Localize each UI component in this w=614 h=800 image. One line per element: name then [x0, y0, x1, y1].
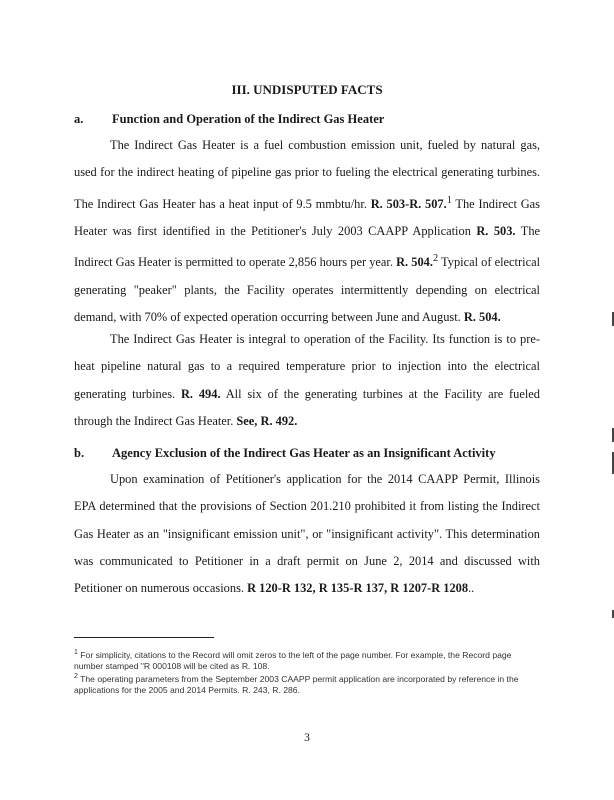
footnote-ref-2: 2: [432, 253, 439, 265]
record-citation: R. 503-R. 507.: [370, 196, 447, 211]
footnote-1-number: 1: [74, 649, 78, 656]
subsection-b-title: Agency Exclusion of the Indirect Gas Heater as an Insignificant Activity: [112, 446, 496, 460]
paragraph-exclusion: [74, 466, 540, 602]
para1-text-1: The Indirect Gas Heater is a fuel combustion emission unit, fueled by natural gas, used for the indirect heating of pipeline gas prior to fueling the electrical generating turbines. The Indirect Gas Heater has a heat input of 9.5 mmbtu/hr.: [74, 138, 540, 211]
footnote-1-text: For simplicity, citations to the Record will omit zeros to the left of the page number. For example, the Record page number stamped "R 000108 will be cited as R. 108.: [74, 649, 512, 672]
footnote-1: [74, 647, 540, 673]
para3-text-2: ..: [468, 581, 475, 596]
subsection-a-letter: a.: [74, 112, 84, 126]
record-citation: R. 504.: [396, 255, 433, 270]
record-citation: R 120-R 132, R 135-R 137, R 1207-R 1208: [247, 581, 469, 596]
record-citation: R. 494.: [180, 386, 221, 401]
para1-text-3: The Indirect Gas Heater is permitted to operate 2,856 hours per year.: [74, 224, 541, 270]
record-citation: See, R. 492.: [236, 413, 298, 428]
footnote-2-text: The operating parameters from the September 2003 CAAPP permit application are incorporated by reference in the applications for the 2005 and 2014 Permits. R. 243, R. 286.: [74, 673, 519, 696]
subsection-b-letter: b.: [74, 446, 85, 460]
page-number: 3: [304, 732, 310, 744]
para2-text-1: The Indirect Gas Heater is integral to operation of the Facility. Its function is to pre-heat pipeline natural gas to a required temperature prior to injection into the electrical generating turbines.: [74, 332, 540, 401]
footnote-2-number: 2: [74, 673, 78, 680]
footnote-ref-1: 1: [446, 194, 452, 206]
section-heading: III. UNDISPUTED FACTS: [231, 82, 383, 97]
para2-text-2: All six of the generating turbines at the Facility are fueled through the Indirect Gas Heater.: [74, 386, 540, 428]
para1-text-4: Typical of electrical generating "peaker" plants, the Facility operates intermittently depending on electrical demand, with 70% of expected operation occurring between June and August.: [74, 255, 541, 325]
subsection-a-title: Function and Operation of the Indirect Gas Heater: [112, 112, 385, 126]
subsection-b-heading: [74, 446, 554, 461]
subsection-a-heading: [74, 112, 554, 127]
para3-text-1: Upon examination of Petitioner's application for the 2014 CAAPP Permit, Illinois EPA determined that the provisions of Section 201.210 prohibited it from listing the Indirect Gas Heater as an "insignificant emission unit", or "insignificant activity". This determination was communicated to Petitioner in a draft permit on June 2, 2014 and discussed with Petitioner on numerous occasions.: [74, 472, 540, 596]
paragraph-function: [74, 132, 540, 331]
record-citation: R. 504.: [463, 310, 501, 325]
paragraph-integral: [74, 326, 540, 435]
record-citation: R. 503.: [476, 224, 516, 239]
footnote-2: [74, 671, 540, 697]
para1-text-2: The Indirect Gas Heater was first identified in the Petitioner's July 2003 CAAPP Application: [74, 196, 540, 239]
footnote-divider: [74, 637, 214, 638]
